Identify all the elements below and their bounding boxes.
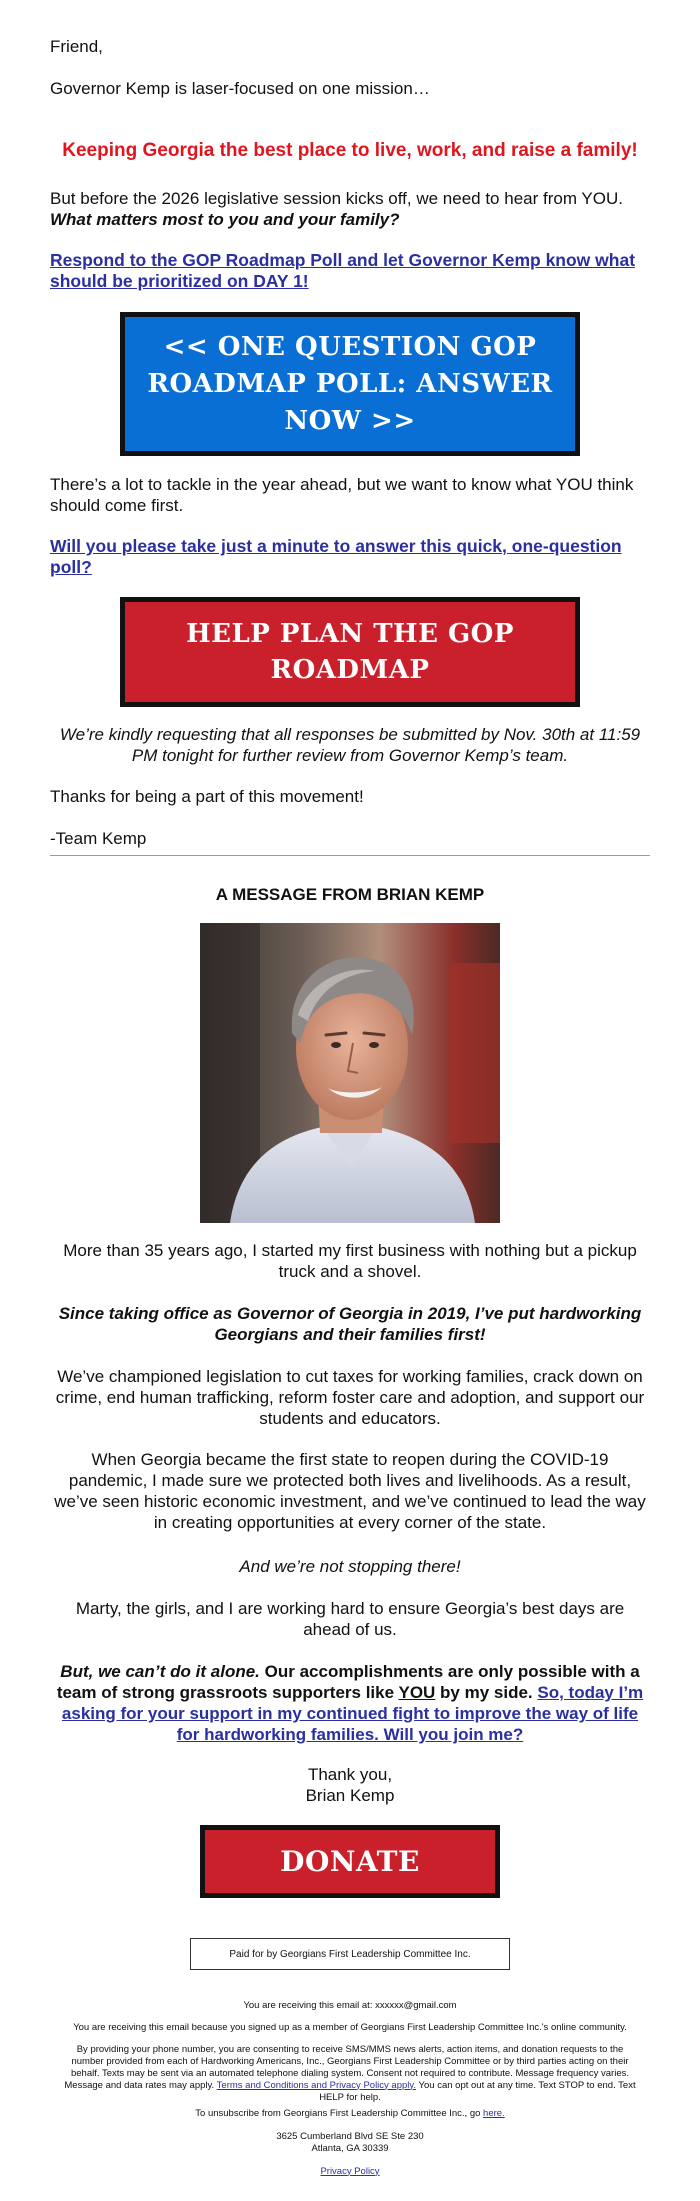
address-line-2: Atlanta, GA 30339: [311, 2142, 389, 2154]
message-p7: [50, 1661, 650, 1745]
message-p3: We’ve championed legislation to cut taxes for working families, crack down on crime, end human trafficking, reform foster care and adoption, and support our students and educators.: [55, 1367, 645, 1428]
sms-text: By providing your phone number, you are consenting to receive SMS/MMS news alerts, action items, and donation requests to the number provided from each of Hardworking Americans, Inc., Georgians First Leadership Committee or by third parties acting on their behalf. Texts may be sent via an automated telephone dialing system. Consent not required to contribute. Message frequency varies. Message and data rates may apply.: [64, 2043, 629, 2091]
closing-text: Thank you,: [307, 1765, 393, 1784]
privacy-policy: [50, 2166, 650, 2178]
donate-button[interactable]: DONATE: [200, 1825, 500, 1898]
ask-paragraph: [50, 188, 650, 230]
signed-up-notice: You are receiving this email because you signed up as a member of Georgians First Leadership Committee Inc.'s online community.: [73, 2021, 627, 2033]
poll-link-1[interactable]: Respond to the GOP Roadmap Poll and let Governor Kemp know what should be prioritized on DAY 1!: [50, 250, 636, 291]
poll-button-1[interactable]: << ONE QUESTION GOP ROADMAP POLL: ANSWER NOW >>: [120, 312, 580, 456]
divider: [50, 855, 650, 856]
sms-end: You can opt out at any time. Text STOP to end. Text HELP for help.: [319, 2079, 636, 2103]
message-heading: A MESSAGE FROM BRIAN KEMP: [215, 885, 485, 904]
support-link[interactable]: So, today I’m asking for your support in my continued fight to improve the way of life for hardworking families. Will you join me?: [61, 1683, 644, 1744]
poll-link-2[interactable]: Will you please take just a minute to answer this quick, one-question poll?: [50, 536, 622, 577]
message-p4: When Georgia became the first state to reopen during the COVID-19 pandemic, I made sure we protected both lives and livelihoods. As a result, we’ve seen historic economic investment, and we’ve continued to lead the way in creating opportunities at every corner of the state.: [54, 1450, 646, 1532]
mission-heading: Keeping Georgia the best place to live, work, and raise a family!: [62, 140, 638, 161]
message-p2: Since taking office as Governor of Georgia in 2019, I’ve put hardworking Georgians and their families first!: [58, 1304, 642, 1344]
portrait-illustration: [200, 923, 500, 1223]
p7-italic: But, we can’t do it alone.: [60, 1662, 260, 1681]
ask-plain: But before the 2026 legislative session kicks off, we need to hear from YOU.: [50, 189, 623, 208]
thanks-text: Thanks for being a part of this movement!: [50, 787, 364, 806]
unsubscribe-link[interactable]: here.: [483, 2107, 505, 2119]
tackle-text: There’s a lot to tackle in the year ahead, but we want to know what YOU think should come first.: [50, 475, 634, 515]
sms-disclaimer: [60, 2044, 640, 2104]
p7-side: by my side.: [435, 1683, 538, 1702]
unsubscribe-label: To unsubscribe from Georgians First Leadership Committee Inc., go: [195, 2107, 484, 2119]
message-p5: And we’re not stopping there!: [239, 1557, 461, 1576]
message-p1: More than 35 years ago, I started my first business with nothing but a pickup truck and a shovel.: [63, 1241, 637, 1281]
signature-name: Brian Kemp: [305, 1786, 395, 1805]
signoff-text: -Team Kemp: [50, 829, 147, 848]
brian-kemp-photo: [200, 923, 500, 1223]
unsubscribe-text: [50, 2108, 650, 2120]
greeting: Friend,: [50, 37, 103, 56]
deadline-text: We’re kindly requesting that all responses be submitted by Nov. 30th at 11:59 PM tonight for further review from Governor Kemp’s team.: [59, 725, 641, 765]
address-line-1: 3625 Cumberland Blvd SE Ste 230: [276, 2130, 424, 2142]
paid-for-box: Paid for by Georgians First Leadership Committee Inc.: [190, 1938, 510, 1970]
terms-link[interactable]: Terms and Conditions and Privacy Policy apply.: [216, 2079, 417, 2091]
roadmap-button[interactable]: HELP PLAN THE GOP ROADMAP: [120, 597, 580, 707]
p7-you: YOU: [398, 1683, 436, 1702]
intro-text: Governor Kemp is laser-focused on one mission…: [50, 79, 430, 98]
receiving-address: You are receiving this email at: xxxxxx@gmail.com: [243, 1999, 457, 2011]
ask-emphasis: What matters most to you and your family?: [50, 210, 400, 229]
p7-bold: Our accomplishments are only possible with a team of strong grassroots supporters like: [56, 1662, 640, 1702]
privacy-policy-link[interactable]: Privacy Policy: [320, 2165, 380, 2177]
message-p6: Marty, the girls, and I are working hard to ensure Georgia’s best days are ahead of us.: [75, 1599, 625, 1639]
